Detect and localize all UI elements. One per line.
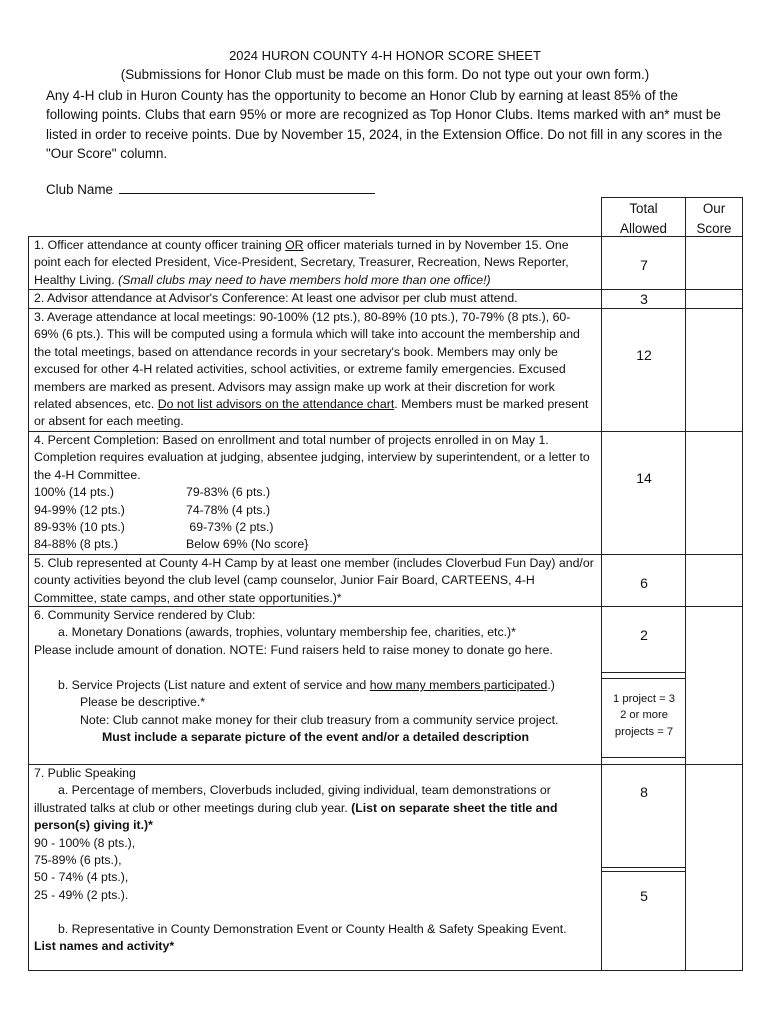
page-title: 2024 HURON COUNTY 4-H HONOR SCORE SHEET bbox=[229, 48, 541, 63]
item-4-points: 14 bbox=[636, 470, 652, 486]
item-4-text: 4. Percent Completion: Based on enrollment and total number of projects enrolled in on May 1. Completion requires evaluation at judging, absentee judging, interview by superintendent, or a letter to the 4-H Committee. 100% (14 pts.) 79-83% (6 pts.) 94-99% (12 pts.) 74-78% (4 pts.) 89-93% (10 pts.) 69-73% (2 pts.) 84-88% (8 pts.) Below 69% (No score} bbox=[34, 433, 590, 552]
score-header-line1: Our bbox=[702, 201, 726, 216]
item-2-points: 3 bbox=[640, 291, 648, 307]
score-header-line2: Score bbox=[696, 220, 732, 236]
item-5-points: 6 bbox=[640, 575, 648, 591]
intro-paragraph: Any 4-H club in Huron County has the opportunity to become an Honor Club by earning at least 85% of the following points. Clubs that earn 95% or more are recognized as Top Honor Clubs. Items marked with an* must be listed in order to receive points. Due by November 15, 2024, in the Extension Office. Do not fill in any scores in the "Our Score" column. bbox=[46, 88, 723, 161]
item-6-text: 6. Community Service rendered by Club: a. Monetary Donations (awards, trophies, voluntary membership fee, charities, etc.)* Please include amount of donation. NOTE: Fund raisers held to raise money to donate go here. bbox=[34, 608, 553, 657]
club-name-label: Club Name bbox=[46, 182, 113, 197]
item-6b-points: 1 project = 3 2 or more projects = 7 bbox=[613, 693, 675, 738]
item-6b-text: b. Service Projects (List nature and extent of service and how many members participated.) Please be descriptive.* Note: Club cannot make money for their club treasury from a community service project. Must include a separate picture of the event and/or a detailed description bbox=[58, 678, 559, 745]
page-subtitle: (Submissions for Honor Club must be made on this form. Do not type out your own form.) bbox=[120, 67, 650, 82]
item-1-points: 7 bbox=[640, 257, 648, 273]
item-7a-points: 8 bbox=[640, 784, 648, 800]
item-2-text: 2. Advisor attendance at Advisor's Conference: At least one advisor per club must attend. bbox=[34, 291, 518, 305]
item-3-text: 3. Average attendance at local meetings: 90-100% (12 pts.), 80-89% (10 pts.), 70-79% (8 pts.), 60-69% (6 pts.). This will be computed using a formula which will take into account the membership and the total meetings, based on attendance records in your secretary's book. Members may only be excused for other 4-H related activities, school activities, or extreme family emergencies. Excused members are marked as present. Advisors may assign make up work at their discretion for work related absences, etc. Do not list advisors on the attendance chart. Members must be marked present or absent for each meeting. bbox=[34, 310, 589, 429]
item-7b-points: 5 bbox=[640, 888, 648, 904]
item-5-text: 5. Club represented at County 4-H Camp by at least one member (includes Cloverbud Fun Day) and/or county activities beyond the club level (camp counselor, Junior Fair Board, CARTEENS, 4-H Committee, state camps, and other state opportunities.)* bbox=[34, 556, 594, 605]
our-score-header bbox=[686, 199, 742, 238]
item-3-points: 12 bbox=[636, 347, 652, 363]
total-header-line2: Allowed bbox=[620, 220, 667, 236]
item-1-text: 1. Officer attendance at county officer training OR officer materials turned in by November 15. One point each for elected President, Vice-President, Secretary, Treasurer, Recreation, News Reporter, Healthy Living. (Small clubs may need to have members hold more than one office!) bbox=[34, 238, 569, 287]
total-allowed-header bbox=[602, 199, 685, 238]
item-7-text: 7. Public Speaking a. Percentage of members, Cloverbuds included, giving individual, team demonstrations or illustrated talks at club or other meetings during club year. (List on separate sheet the title and person(s) giving it.)* 90 - 100% (8 pts.), 75-89% (6 pts.), 50 - 74% (4 pts.), 25 - 49% (2 pts.). bbox=[34, 766, 558, 902]
total-header-line1: Total bbox=[629, 201, 658, 216]
item-7b-text: b. Representative in County Demonstration Event or County Health & Safety Speaking Event. List names and activity* bbox=[34, 922, 567, 954]
item-6a-points: 2 bbox=[640, 627, 648, 643]
